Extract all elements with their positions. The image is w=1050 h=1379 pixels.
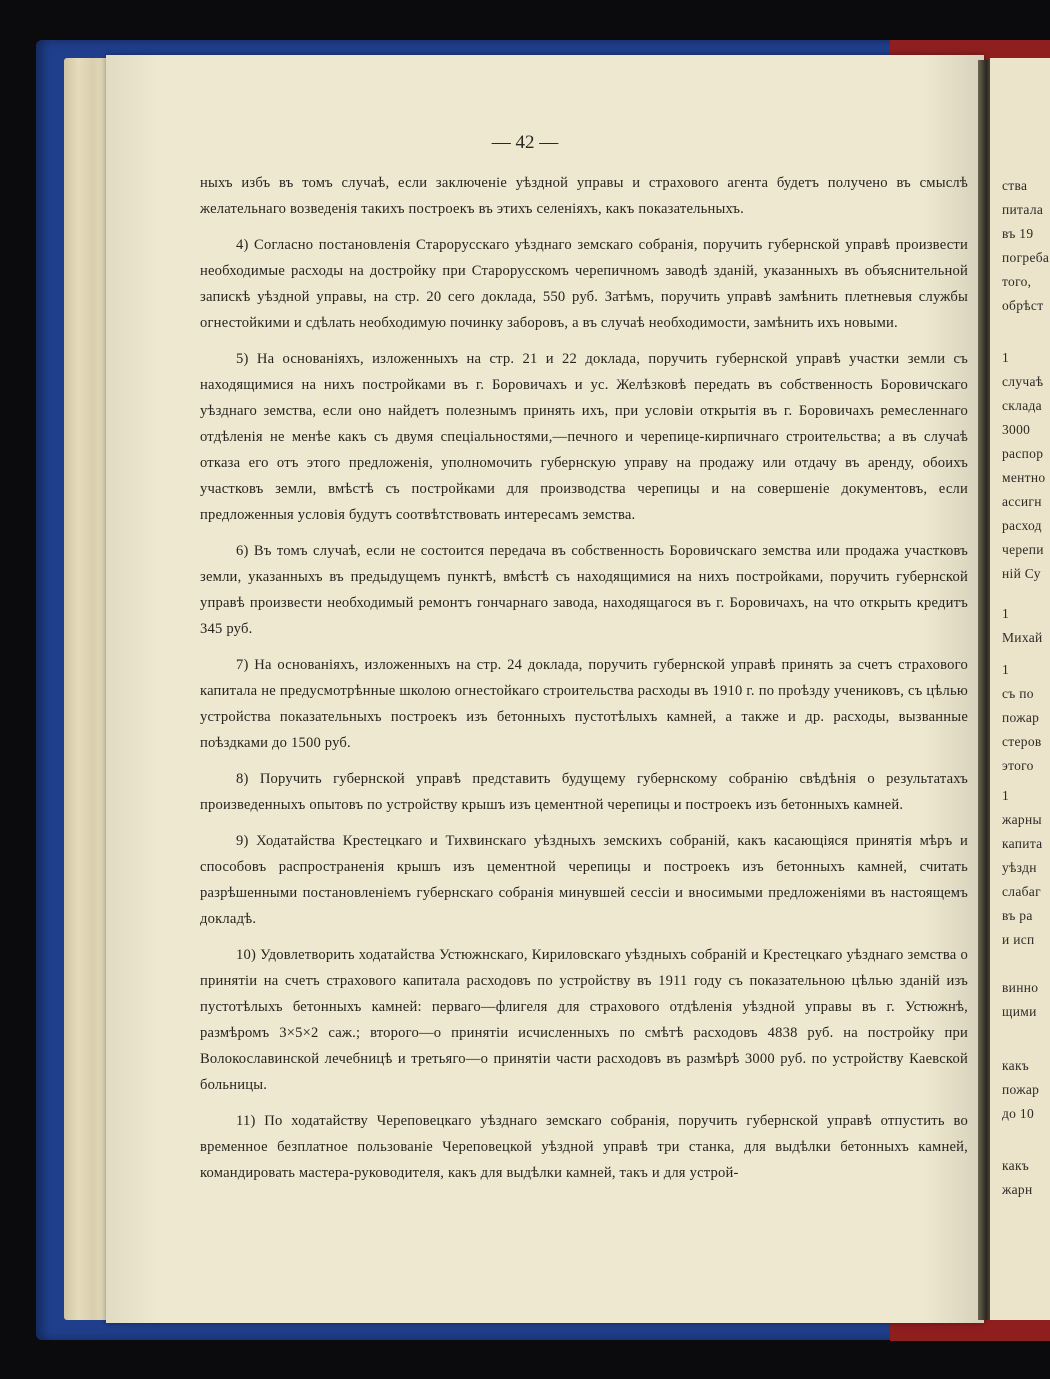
next-page-line: уѣздн (1002, 860, 1037, 875)
next-page-line: ства (1002, 178, 1028, 193)
next-page-line: съ по (1002, 686, 1034, 701)
next-page-line: слабаг (1002, 884, 1041, 899)
next-page-line: щими (1002, 1004, 1037, 1019)
next-page-line: пожар (1002, 710, 1040, 725)
next-page-line: черепи (1002, 542, 1044, 557)
next-page-line: ассигн (1002, 494, 1042, 509)
next-page-line: какъ (1002, 1058, 1030, 1073)
next-page-line: 1 (1002, 788, 1010, 803)
paragraph-item-10: 10) Удовлетворить ходатайства Устюжнскаго, Кириловскаго уѣздныхъ собраній и Крестецкаго уѣзднаго земства о принятіи на счетъ страхового капитала расходовъ по устройству въ 1911 году съ показательною цѣлью зданій изъ пустотѣлыхъ бетонныхъ камней: перваго—флигеля для страхового отдѣленія уѣздной управы въ г. Устюжнѣ, размѣромъ 3×5×2 саж.; второго—о принятіи исчисленныхъ по смѣтѣ расходовъ 4838 руб. на постройку при Волокославинской лечебницѣ и третьяго—о принятіи части расходовъ въ размѣрѣ 3000 руб. по устройству Каевской больницы. (200, 947, 968, 1093)
next-page-line: какъ (1002, 1158, 1030, 1173)
paragraph-item-5: 5) На основаніяхъ, изложенныхъ на стр. 21 и 22 доклада, поручить губернской управѣ участки земли съ находящимися на нихъ постройками въ г. Боровичахъ и ус. Желѣзковѣ передать въ собственность Боровичскаго уѣзднаго земства, если оно найдетъ полезнымъ принять ихъ, при условіи открытія въ г. Боровичахъ ремесленнаго отдѣленія не менѣе какъ съ двумя спеціальностями,—печного и черепице-кирпичнаго строительства; а въ случаѣ отказа его отъ этого предложенія, уполномочить губернскую управу на продажу или отдачу въ аренду, обоихъ участковъ земли, вмѣстѣ съ постройками для производства черепицы и на совершеніе документовъ, если предложенныя условія будутъ соотвѣтствовать интересамъ земства. (200, 351, 968, 523)
next-page-line: жарны (1002, 812, 1042, 827)
next-page-line: погреба (1002, 250, 1050, 265)
next-page-line: расход (1002, 518, 1042, 533)
next-page-line: Михай (1002, 630, 1043, 645)
page-number: — 42 — (491, 132, 559, 153)
paragraph-item-8: 8) Поручить губернской управѣ представить будущему губернскому собранію свѣдѣнія о результатахъ произведенныхъ опытовъ по устройству крышъ изъ цементной черепицы и построекъ изъ бетонныхъ камней. (200, 771, 968, 813)
paragraph-item-7: 7) На основаніяхъ, изложенныхъ на стр. 24 доклада, поручить губернской управѣ принять за счетъ страхового капитала не предусмотрѣнные школою огнестойкаго строительства расходы въ 1910 г. по проѣзду учениковъ, съ цѣлью устройства показательныхъ построекъ изъ бетонныхъ пустотѣлыхъ камней, а также и др. расходы, вызванные поѣздками до 1500 руб. (200, 657, 968, 751)
next-page-line: капита (1002, 836, 1043, 851)
paragraph-item-9: 9) Ходатайства Крестецкаго и Тихвинскаго уѣздныхъ земскихъ собраній, какъ касающіяся принятія мѣръ и способовъ распространенія крышъ изъ цементной черепицы и построекъ изъ бетонныхъ камней, считать разрѣшенными постановленіемъ губернскаго собранія минувшей сессіи и вносимыми предложеніями въ настоящемъ докладѣ. (200, 833, 968, 927)
right-page-fragment (990, 58, 1050, 1320)
next-page-line: распор (1002, 446, 1044, 461)
next-page-line: до 10 (1002, 1106, 1034, 1121)
next-page-line: 1 (1002, 662, 1010, 677)
paragraph-continuation: ныхъ избъ въ томъ случаѣ, если заключеніе уѣздной управы и страхового агента будетъ получено въ смыслѣ желательнаго возведенія такихъ построекъ въ этихъ селеніяхъ, какъ показательныхъ. (200, 175, 968, 217)
next-page-line: пожар (1002, 1082, 1040, 1097)
next-page-line: въ 19 (1002, 226, 1034, 241)
next-page-line: того, (1002, 274, 1032, 289)
next-page-line: питала (1002, 202, 1044, 217)
next-page-line: 1 (1002, 350, 1010, 365)
next-page-line: ментно (1002, 470, 1046, 485)
paragraph-item-4: 4) Согласно постановленія Старорусскаго уѣзднаго земскаго собранія, поручить губернской управѣ произвести необходимые расходы на достройку при Старорусскомъ черепичномъ заводѣ зданій, указанныхъ въ объяснительной запискѣ уѣздной управы, на стр. 20 сего доклада, 550 руб. Затѣмъ, поручить управѣ замѣнить плетневыя службы огнестойкими и сдѣлать необходимую починку заборовъ, а въ случаѣ необходимости, замѣнить ихъ новыми. (200, 237, 968, 331)
next-page-line: стеров (1002, 734, 1042, 749)
paragraph-item-11: 11) По ходатайству Череповецкаго уѣзднаго земскаго собранія, поручить губернской управѣ отпустить во временное безплатное пользованіе Череповецкой уѣздной управѣ три станка, для выдѣлки бетонныхъ камней, командировать мастера-руководителя, какъ для выдѣлки камней, такъ и для устрой- (200, 1113, 968, 1181)
next-page-line: жарн (1002, 1182, 1033, 1197)
next-page-line: винно (1002, 980, 1039, 995)
next-page-line: и исп (1002, 932, 1035, 947)
paragraph-item-6: 6) Въ томъ случаѣ, если не состоится передача въ собственность Боровичскаго земства или продажа участковъ земли, указанныхъ въ предыдущемъ пунктѣ, вмѣстѣ съ находящимися на нихъ постройками, поручить губернской управѣ произвести необходимый ремонтъ гончарнаго завода, находящагося въ г. Боровичахъ, на что открыть кредитъ 345 руб. (200, 543, 968, 637)
next-page-line: 3000 (1002, 422, 1031, 437)
next-page-line: ній Су (1002, 566, 1041, 581)
next-page-line: склада (1002, 398, 1042, 413)
next-page-line: 1 (1002, 606, 1010, 621)
next-page-line: въ ра (1002, 908, 1033, 923)
page-stack-edge (64, 58, 112, 1320)
next-page-line: случаѣ (1002, 374, 1044, 389)
next-page-line: обрѣст (1002, 298, 1044, 313)
next-page-line: этого (1002, 758, 1034, 773)
page-body (200, 170, 968, 1196)
